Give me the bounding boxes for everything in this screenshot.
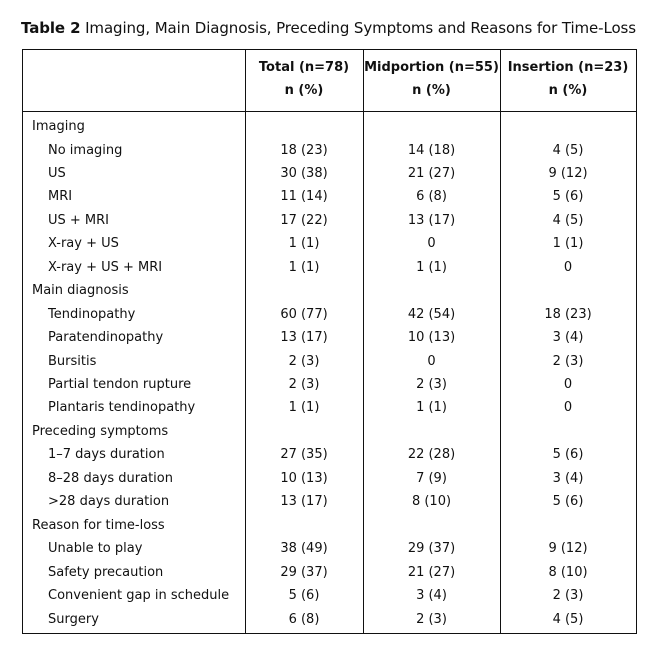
row-label: Convenient gap in schedule — [48, 588, 230, 603]
cell-total: 13 (17) — [280, 330, 328, 345]
table-caption — [21, 19, 636, 37]
table-row — [23, 541, 636, 564]
column-header-insertion: Insertion (n=23) — [507, 60, 629, 75]
cell-midportion: 14 (18) — [407, 142, 456, 158]
table-row — [23, 400, 636, 423]
table-row — [23, 143, 636, 166]
cell-insertion: 5 (6) — [552, 447, 584, 463]
row-label: X-ray + US + MRI — [48, 259, 163, 275]
cell-total: 60 (77) — [280, 306, 328, 322]
table-row — [23, 377, 636, 400]
cell-insertion: 3 (4) — [552, 470, 584, 486]
cell-midportion: 21 (27) — [407, 564, 456, 580]
column-unit-total: n (%) — [284, 83, 324, 98]
cell-total: 2 (3) — [288, 376, 320, 392]
table-row — [23, 354, 636, 377]
cell-insertion: 8 (10) — [548, 564, 588, 580]
row-label: Unable to play — [48, 541, 143, 557]
cell-insertion: 1 (1) — [552, 236, 584, 252]
cell-midportion: 8 (10) — [411, 494, 452, 510]
cell-insertion: 3 (4) — [552, 330, 584, 345]
cell-total: 18 (23) — [280, 142, 328, 158]
cell-total: 38 (49) — [280, 541, 328, 557]
cell-midportion: 10 (13) — [407, 330, 456, 345]
section-row — [23, 119, 636, 142]
table-number: Table 2 — [21, 19, 81, 37]
row-label: Safety precaution — [48, 564, 164, 580]
cell-total: 6 (8) — [288, 611, 320, 627]
cell-total: 1 (1) — [288, 259, 320, 275]
table-row — [23, 565, 636, 588]
cell-midportion: 7 (9) — [416, 470, 447, 486]
section-row — [23, 518, 636, 541]
cell-insertion: 9 (12) — [548, 165, 588, 181]
cell-insertion: 2 (3) — [552, 588, 584, 603]
cell-insertion: 4 (5) — [552, 212, 584, 228]
cell-insertion: 5 (6) — [552, 494, 584, 510]
table-row — [23, 213, 636, 236]
cell-total: 10 (13) — [280, 470, 328, 486]
row-label: Bursitis — [48, 353, 97, 369]
cell-midportion: 13 (17) — [407, 212, 456, 228]
column-header-total: Total (n=78) — [258, 60, 350, 75]
cell-insertion: 2 (3) — [552, 353, 584, 369]
section-row — [23, 424, 636, 447]
data-table — [22, 49, 637, 634]
column-unit-midportion: n (%) — [412, 83, 451, 98]
table-row — [23, 447, 636, 470]
section-label: Imaging — [32, 119, 85, 134]
table-row — [23, 471, 636, 494]
table-row — [23, 588, 636, 611]
cell-total: 2 (3) — [288, 353, 320, 369]
row-label: X-ray + US — [48, 236, 119, 252]
column-unit-insertion: n (%) — [548, 83, 588, 98]
cell-midportion: 2 (3) — [416, 611, 447, 627]
cell-insertion: 0 — [563, 376, 573, 392]
cell-total: 27 (35) — [280, 447, 328, 463]
row-label: 8–28 days duration — [48, 470, 173, 486]
cell-total: 1 (1) — [288, 236, 320, 252]
row-label: US — [48, 165, 66, 181]
cell-total: 17 (22) — [280, 212, 328, 228]
cell-insertion: 0 — [563, 259, 573, 275]
cell-insertion: 9 (12) — [548, 541, 588, 557]
table-title: Imaging, Main Diagnosis, Preceding Symptoms and Reasons for Time-Loss — [85, 19, 636, 37]
cell-total: 30 (38) — [280, 165, 328, 181]
cell-midportion: 1 (1) — [416, 400, 447, 416]
cell-insertion: 0 — [563, 400, 573, 416]
cell-midportion: 2 (3) — [416, 376, 447, 392]
cell-midportion: 0 — [427, 353, 436, 369]
row-label: Tendinopathy — [48, 306, 136, 322]
row-label: Plantaris tendinopathy — [48, 400, 196, 416]
row-label: >28 days duration — [48, 494, 170, 510]
table-row — [23, 612, 636, 635]
cell-midportion: 3 (4) — [416, 588, 447, 603]
section-row — [23, 283, 636, 306]
table-row — [23, 494, 636, 517]
cell-insertion: 4 (5) — [552, 142, 584, 158]
cell-midportion: 6 (8) — [416, 189, 447, 205]
cell-total: 13 (17) — [280, 494, 328, 510]
section-label: Reason for time-loss — [32, 517, 165, 533]
section-label: Preceding symptoms — [32, 423, 169, 439]
row-label: Paratendinopathy — [48, 330, 164, 345]
cell-midportion: 29 (37) — [407, 541, 456, 557]
cell-midportion: 42 (54) — [407, 306, 456, 322]
row-label: Partial tendon rupture — [48, 376, 192, 392]
row-label: US + MRI — [48, 212, 110, 228]
cell-total: 11 (14) — [280, 189, 328, 205]
cell-midportion: 0 — [427, 236, 436, 252]
table-row — [23, 166, 636, 189]
row-label: No imaging — [48, 142, 123, 158]
cell-insertion: 4 (5) — [552, 611, 584, 627]
cell-midportion: 1 (1) — [416, 259, 447, 275]
row-label: 1–7 days duration — [48, 447, 165, 463]
table-row — [23, 330, 636, 353]
cell-total: 1 (1) — [288, 400, 320, 416]
header-divider — [23, 111, 636, 112]
cell-total: 5 (6) — [288, 588, 320, 603]
row-label: MRI — [48, 189, 73, 205]
table-row — [23, 189, 636, 212]
table-row — [23, 260, 636, 283]
table-row — [23, 307, 636, 330]
cell-midportion: 22 (28) — [407, 447, 456, 463]
section-label: Main diagnosis — [32, 283, 129, 299]
row-label: Surgery — [48, 611, 99, 627]
cell-midportion: 21 (27) — [407, 165, 456, 181]
cell-insertion: 5 (6) — [552, 189, 584, 205]
table-row — [23, 236, 636, 259]
cell-total: 29 (37) — [280, 564, 328, 580]
cell-insertion: 18 (23) — [544, 306, 592, 322]
column-header-midportion: Midportion (n=55) — [364, 60, 499, 75]
